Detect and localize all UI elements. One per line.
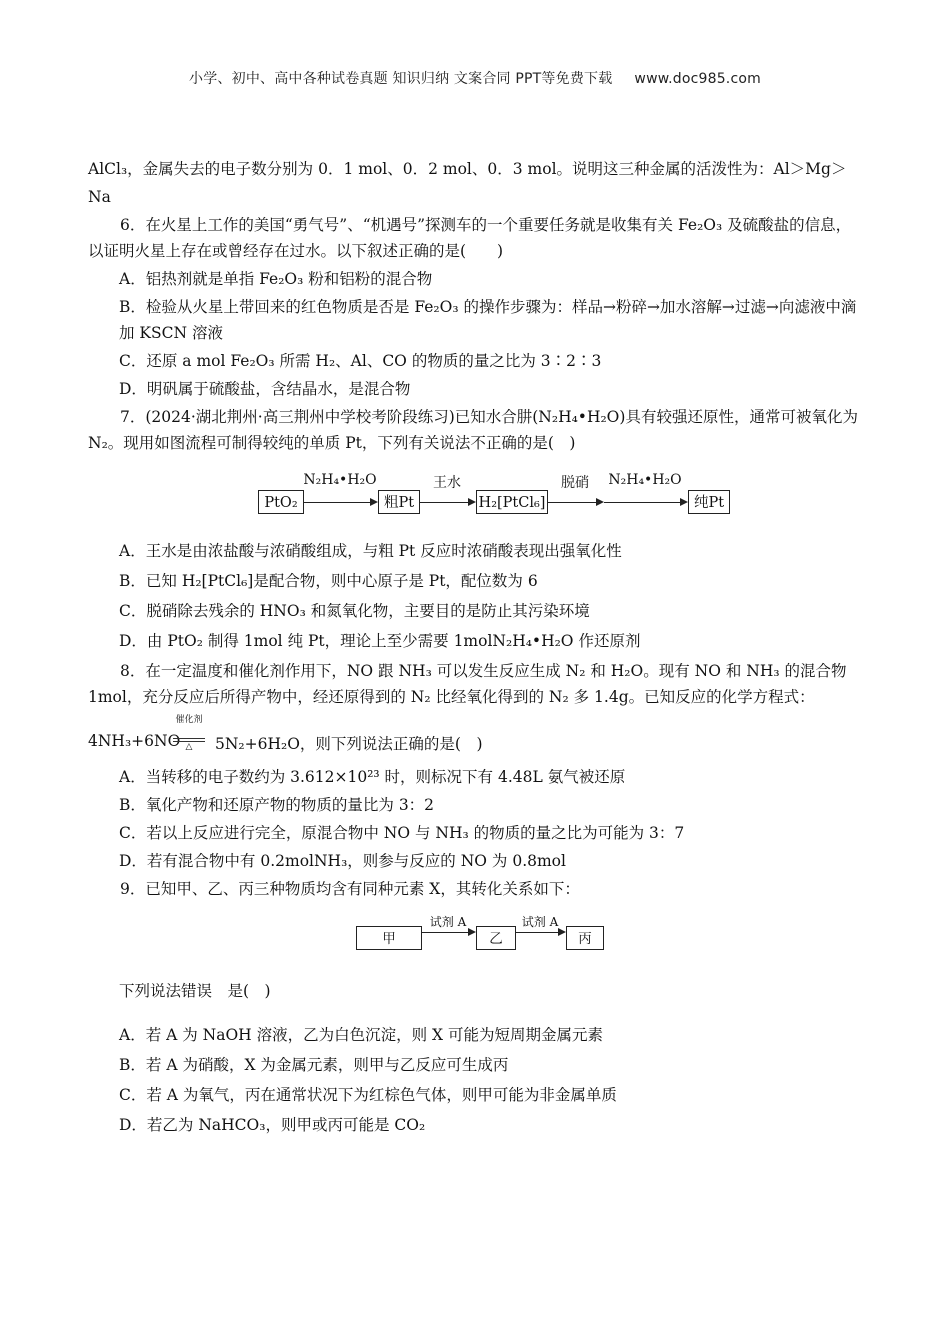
q6-option-c: C．还原 a mol Fe₂O₃ 所需 H₂、Al、CO 的物质的量之比为 3∶2∶3 [119,352,602,370]
flow-arrow-1 [304,502,376,503]
q9-stem: 9．已知甲、乙、丙三种物质均含有同种元素 X，其转化关系如下： [120,880,580,898]
q6-option-d: D．明矾属于硫酸盐，含结晶水，是混合物 [119,380,411,398]
q8-option-d: D．若有混合物中有 0.2molNH₃，则参与反应的 NO 为 0.8mol [119,852,566,870]
flow-arrow-reagent-label-2: 试剂 A [521,915,559,929]
flow-arrow-reagent-2 [516,932,564,933]
header-site: www.doc985.com [634,71,761,87]
q7-flow-diagram [88,464,864,522]
flow-arrow-label-1: N₂H₄•H₂O [303,472,377,488]
q8-equation [88,715,864,758]
q7-option-c: C．脱硝除去残余的 HNO₃ 和氮氧化物，主要目的是防止其污染环境 [119,602,590,620]
flow-box-pto2: PtO₂ [258,490,304,514]
equation-catalyst: 催化剂 [175,715,203,725]
q7-option-a: A．王水是由浓盐酸与浓硝酸组成，与粗 Pt 反应时浓硝酸表现出强氧化性 [119,542,622,560]
q9-option-b: B．若 A 为硝酸，X 为金属元素，则甲与乙反应可生成丙 [119,1056,509,1074]
q5-tail-line2: Na [88,188,111,206]
flow-box-h2ptcl6: H₂[PtCl₆] [476,490,548,514]
q8-option-b: B．氧化产物和还原产物的物质的量比为 3：2 [119,796,435,814]
flow-box-bing: 丙 [566,926,604,950]
flow-box-jia: 甲 [356,926,422,950]
q9-option-a: A．若 A 为 NaOH 溶液，乙为白色沉淀，则 X 可能为短周期金属元素 [119,1026,604,1044]
equation-equals-sign [171,740,207,741]
flow-arrow-3 [548,502,602,503]
q8-option-a: A．当转移的电子数约为 3.612×10²³ 时，则标况下有 4.48L 氨气被还原 [119,768,626,786]
flow-arrow-label-2: 王水 [433,475,461,491]
flow-arrow-2 [420,502,474,503]
flow-arrow-label-4: N₂H₄•H₂O [608,472,682,488]
q9-question: 下列说法错误 是( ) [119,982,271,1000]
equation-lhs: 4NH₃+6NO [88,732,181,750]
flow-box-pure-pt: 纯Pt [688,490,730,514]
flow-arrow-reagent-label-1: 试剂 A [429,915,467,929]
flow-arrow-4 [604,502,686,503]
q7-option-d: D．由 PtO₂ 制得 1mol 纯 Pt，理论上至少需要 1molN₂H₄•H₂O 作还原剂 [119,632,641,650]
q9-flow-diagram [88,908,864,956]
q6-stem: 6．在火星上工作的美国“勇气号”、“机遇号”探测车的一个重要任务就是收集有关 Fe₂O₃ 及硫酸盐的信息，以证明火星上存在或曾经存在过水。以下叙述正确的是( ) [88,216,852,260]
q9-option-d: D．若乙为 NaHCO₃，则甲或丙可能是 CO₂ [119,1116,426,1134]
q7-option-b: B．已知 H₂[PtCl₆]是配合物，则中心原子是 Pt，配位数为 6 [119,572,538,590]
flow-arrow-reagent-1 [422,932,474,933]
q8-stem: 8．在一定温度和催化剂作用下，NO 跟 NH₃ 可以发生反应生成 N₂ 和 H₂O。现有 NO 和 NH₃ 的混合物 1mol，充分反应后所得产物中，经还原得到的 N₂ 比经氧化得到的 N₂ 多 1.4g。已知反应的化学方程式： [88,662,847,706]
q8-option-c: C．若以上反应进行完全，原混合物中 NO 与 NH₃ 的物质的量之比为可能为 3：7 [119,824,685,842]
equation-heat-symbol: △ [185,742,193,752]
q9-option-c: C．若 A 为氧气，丙在通常状况下为红棕色气体，则甲可能为非金属单质 [119,1086,617,1104]
q6-option-a: A．铝热剂就是单指 Fe₂O₃ 粉和铝粉的混合物 [119,270,433,288]
flow-arrow-label-3: 脱硝 [561,475,589,491]
header-text: 小学、初中、高中各种试卷真题 知识归纳 文案合同 PPT等免费下载 [189,71,613,87]
q5-tail-line1: AlCl₃，金属失去的电子数分别为 0．1 mol、0．2 mol、0．3 mol。说明这三种金属的活泼性为：Al＞Mg＞ [88,160,847,178]
flow-box-crude-pt: 粗Pt [378,490,420,514]
page-header [0,68,950,88]
q7-stem: 7．(2024·湖北荆州·高三荆州中学校考阶段练习)已知水合肼(N₂H₄•H₂O)具有较强还原性，通常可被氧化为 N₂。现用如图流程可制得较纯的单质 Pt，下列有关说法不正确的是( ) [88,408,858,452]
document-body [88,156,864,1140]
flow-box-yi: 乙 [476,926,516,950]
equation-rhs: 5N₂+6H₂O，则下列说法正确的是( ) [215,735,483,753]
q6-option-b: B．检验从火星上带回来的红色物质是否是 Fe₂O₃ 的操作步骤为：样品→粉碎→加水溶解→过滤→向滤液中滴加 KSCN 溶液 [119,298,857,342]
